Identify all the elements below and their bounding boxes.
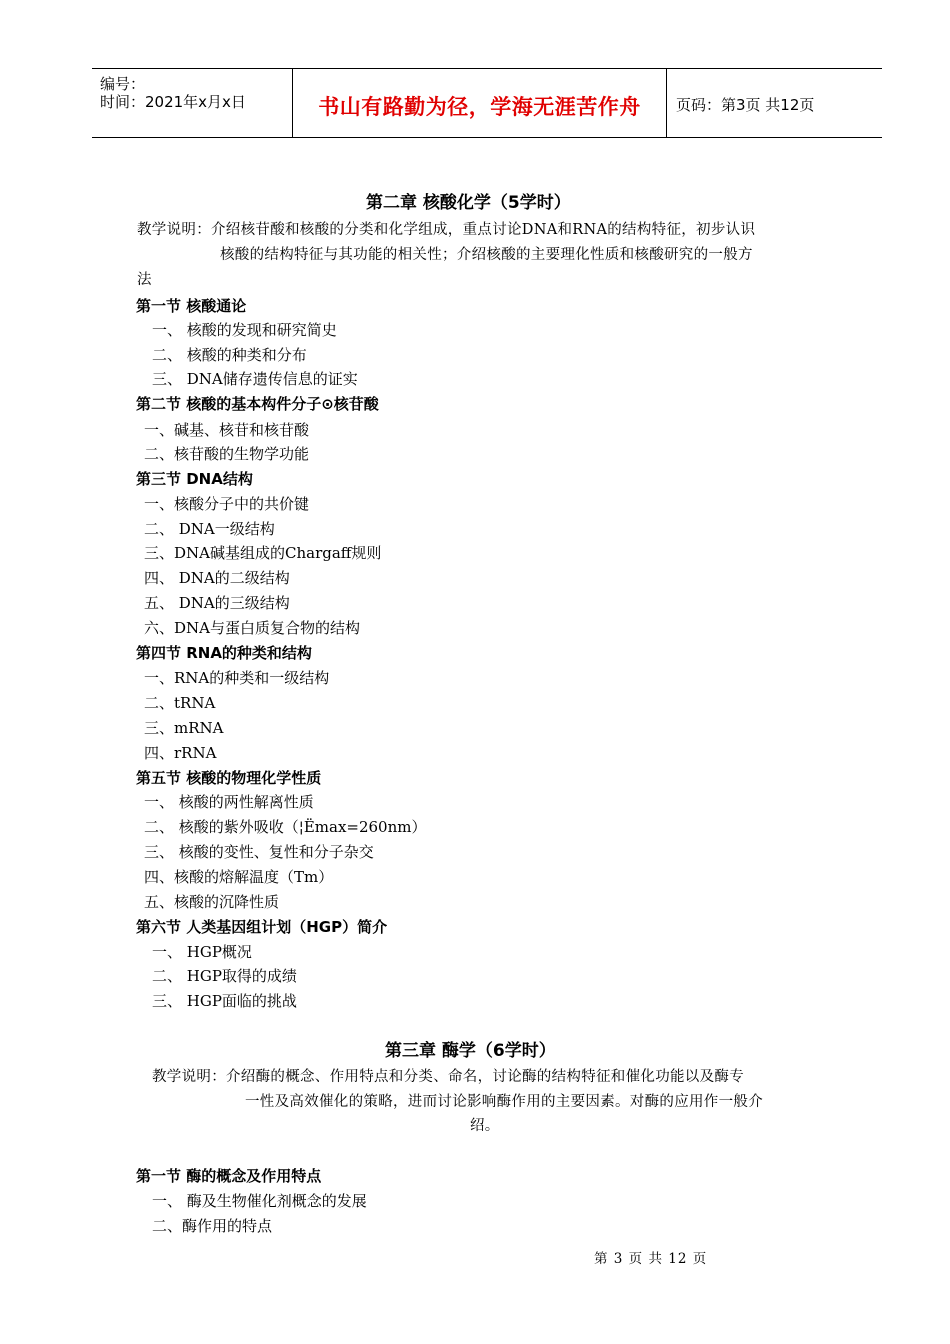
ch2-s1-item: 二、 核酸的种类和分布 xyxy=(152,346,307,364)
header-motto: 书山有路勤为径，学海无涯苦作舟 xyxy=(318,95,641,119)
ch2-s3-item: 六、DNA与蛋白质复合物的结构 xyxy=(144,619,360,637)
chapter2-desc-line3: 法 xyxy=(137,272,152,288)
ch2-s1-item: 一、 核酸的发现和研究简史 xyxy=(152,321,337,339)
ch3-s1-item: 一、 酶及生物催化剂概念的发展 xyxy=(152,1192,367,1210)
ch2-s3-item: 四、 DNA的二级结构 xyxy=(144,569,290,587)
header-page-label: 页码：第3页 共12页 xyxy=(676,96,815,114)
ch3-s1-item: 二、酶作用的特点 xyxy=(152,1217,273,1235)
header-left-cell xyxy=(92,69,292,137)
ch2-s4-item: 一、RNA的种类和一级结构 xyxy=(144,669,330,687)
ch2-s3-item: 二、 DNA一级结构 xyxy=(144,520,275,538)
ch2-section1-title: 第一节 核酸通论 xyxy=(136,297,247,315)
chapter2-desc-line1: 教学说明：介绍核苷酸和核酸的分类和化学组成，重点讨论DNA和RNA的结构特征，初步认识 xyxy=(137,222,756,238)
ch2-s5-item: 二、 核酸的紫外吸收（¦Ëmax=260nm） xyxy=(144,818,427,836)
ch2-section6-title: 第六节 人类基因组计划（HGP）简介 xyxy=(136,918,388,936)
header-time-label: 时间：2021年x月x日 xyxy=(100,93,246,111)
chapter3-title: 第三章 酶学（6学时） xyxy=(385,1041,556,1061)
ch2-s3-item: 一、核酸分子中的共价键 xyxy=(144,495,310,513)
page-footer: 第 3 页 共 12 页 xyxy=(594,1251,708,1267)
page-header xyxy=(92,68,882,138)
ch3-section1-title: 第一节 酶的概念及作用特点 xyxy=(136,1167,322,1185)
ch2-s2-item: 二、核苷酸的生物学功能 xyxy=(144,445,310,463)
ch2-s4-item: 四、rRNA xyxy=(144,744,217,762)
chapter2-desc-line2: 核酸的结构特征与其功能的相关性；介绍核酸的主要理化性质和核酸研究的一般方 xyxy=(220,247,753,263)
ch2-s6-item: 三、 HGP面临的挑战 xyxy=(152,992,297,1010)
ch2-s6-item: 一、 HGP概况 xyxy=(152,943,252,961)
chapter3-desc-line2: 一性及高效催化的策略，进而讨论影响酶作用的主要因素。对酶的应用作一般介 xyxy=(245,1094,763,1110)
ch2-section2-title: 第二节 核酸的基本构件分子⊙核苷酸 xyxy=(136,395,379,413)
chapter2-title: 第二章 核酸化学（5学时） xyxy=(366,193,571,213)
ch2-s4-item: 二、tRNA xyxy=(144,694,216,712)
ch2-section4-title: 第四节 RNA的种类和结构 xyxy=(136,644,312,662)
ch2-s3-item: 三、DNA碱基组成的Chargaff规则 xyxy=(144,544,382,562)
ch2-s5-item: 五、核酸的沉降性质 xyxy=(144,893,280,911)
ch2-section5-title: 第五节 核酸的物理化学性质 xyxy=(136,769,322,787)
header-code-label: 编号： xyxy=(100,75,146,93)
ch2-s6-item: 二、 HGP取得的成绩 xyxy=(152,967,297,985)
ch2-s3-item: 五、 DNA的三级结构 xyxy=(144,594,290,612)
ch2-s5-item: 三、 核酸的变性、复性和分子杂交 xyxy=(144,843,374,861)
ch2-s5-item: 四、核酸的熔解温度（Tm） xyxy=(144,868,334,886)
chapter3-desc-line1: 教学说明：介绍酶的概念、作用特点和分类、命名，讨论酶的结构特征和催化功能以及酶专 xyxy=(152,1069,744,1085)
header-middle-cell xyxy=(292,69,667,137)
ch2-s5-item: 一、 核酸的两性解离性质 xyxy=(144,793,314,811)
ch2-s1-item: 三、 DNA储存遗传信息的证实 xyxy=(152,370,358,388)
ch2-section3-title: 第三节 DNA结构 xyxy=(136,470,253,488)
chapter3-desc-line3: 绍。 xyxy=(470,1118,500,1134)
ch2-s4-item: 三、mRNA xyxy=(144,719,224,737)
ch2-s2-item: 一、碱基、核苷和核苷酸 xyxy=(144,421,310,439)
header-right-cell xyxy=(666,69,882,137)
